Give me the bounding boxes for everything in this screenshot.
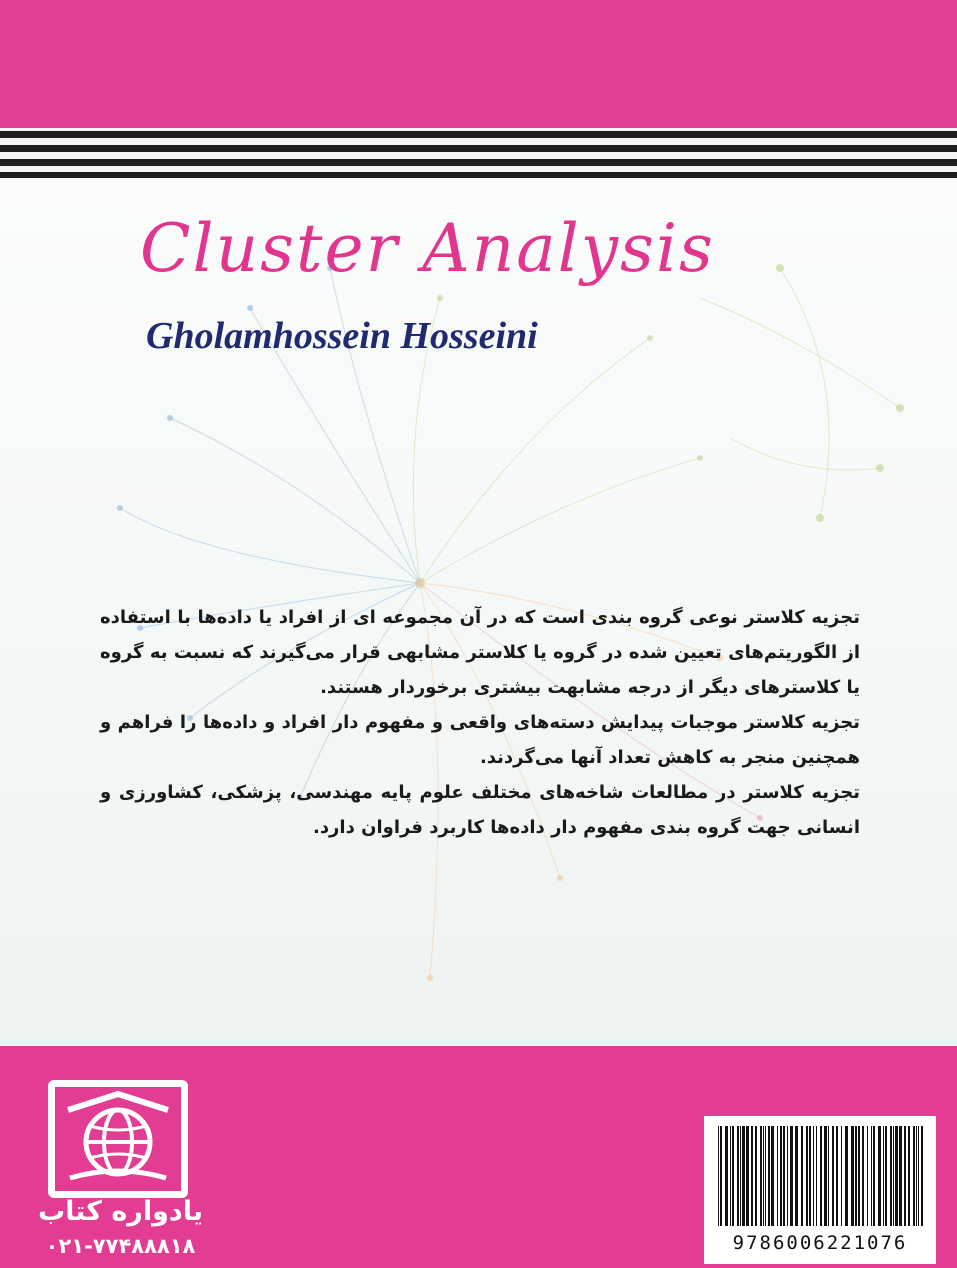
book-author: Gholamhossein Hosseini (146, 315, 538, 357)
top-magenta-band (0, 0, 957, 130)
decorative-stripes (0, 128, 957, 180)
globe-book-logo-icon (48, 1080, 188, 1198)
isbn-barcode (704, 1116, 936, 1264)
description-paragraph-3: تجزیه کلاستر در مطالعات شاخه‌های مختلف علوم پایه مهندسی، پزشکی، کشاورزی و انسانی جهت گروه بندی مفهوم دار داده‌ها کاربرد فراوان دارد. (100, 782, 860, 838)
description-paragraph-2: تجزیه کلاستر موجبات پیدایش دسته‌های واقعی و مفهوم دار افراد و داده‌ها را فراهم و همچنین منجر به کاهش تعداد آنها می‌گردند. (100, 712, 860, 768)
barcode-bars (704, 1116, 936, 1232)
publisher-name: یادواره کتاب (37, 1196, 204, 1227)
book-description (100, 600, 860, 845)
publisher-phone: ۰۲۱-۷۷۴۸۸۸۱۸ (45, 1234, 196, 1258)
description-paragraph-1: تجزیه کلاستر نوعی گروه بندی است که در آن مجموعه ای از افراد یا داده‌ها با استفاده از الگوریتم‌های تعیین شده در گروه یا کلاستر مشابهی قرار می‌گیرند که نسبت به گروه یا کلاسترهای دیگر از درجه مشابهت بیشتری برخوردار هستند. (100, 607, 860, 698)
isbn-number: 9786006221076 (732, 1232, 908, 1254)
publisher-logo (28, 1080, 213, 1258)
book-title: Cluster Analysis (140, 210, 715, 287)
